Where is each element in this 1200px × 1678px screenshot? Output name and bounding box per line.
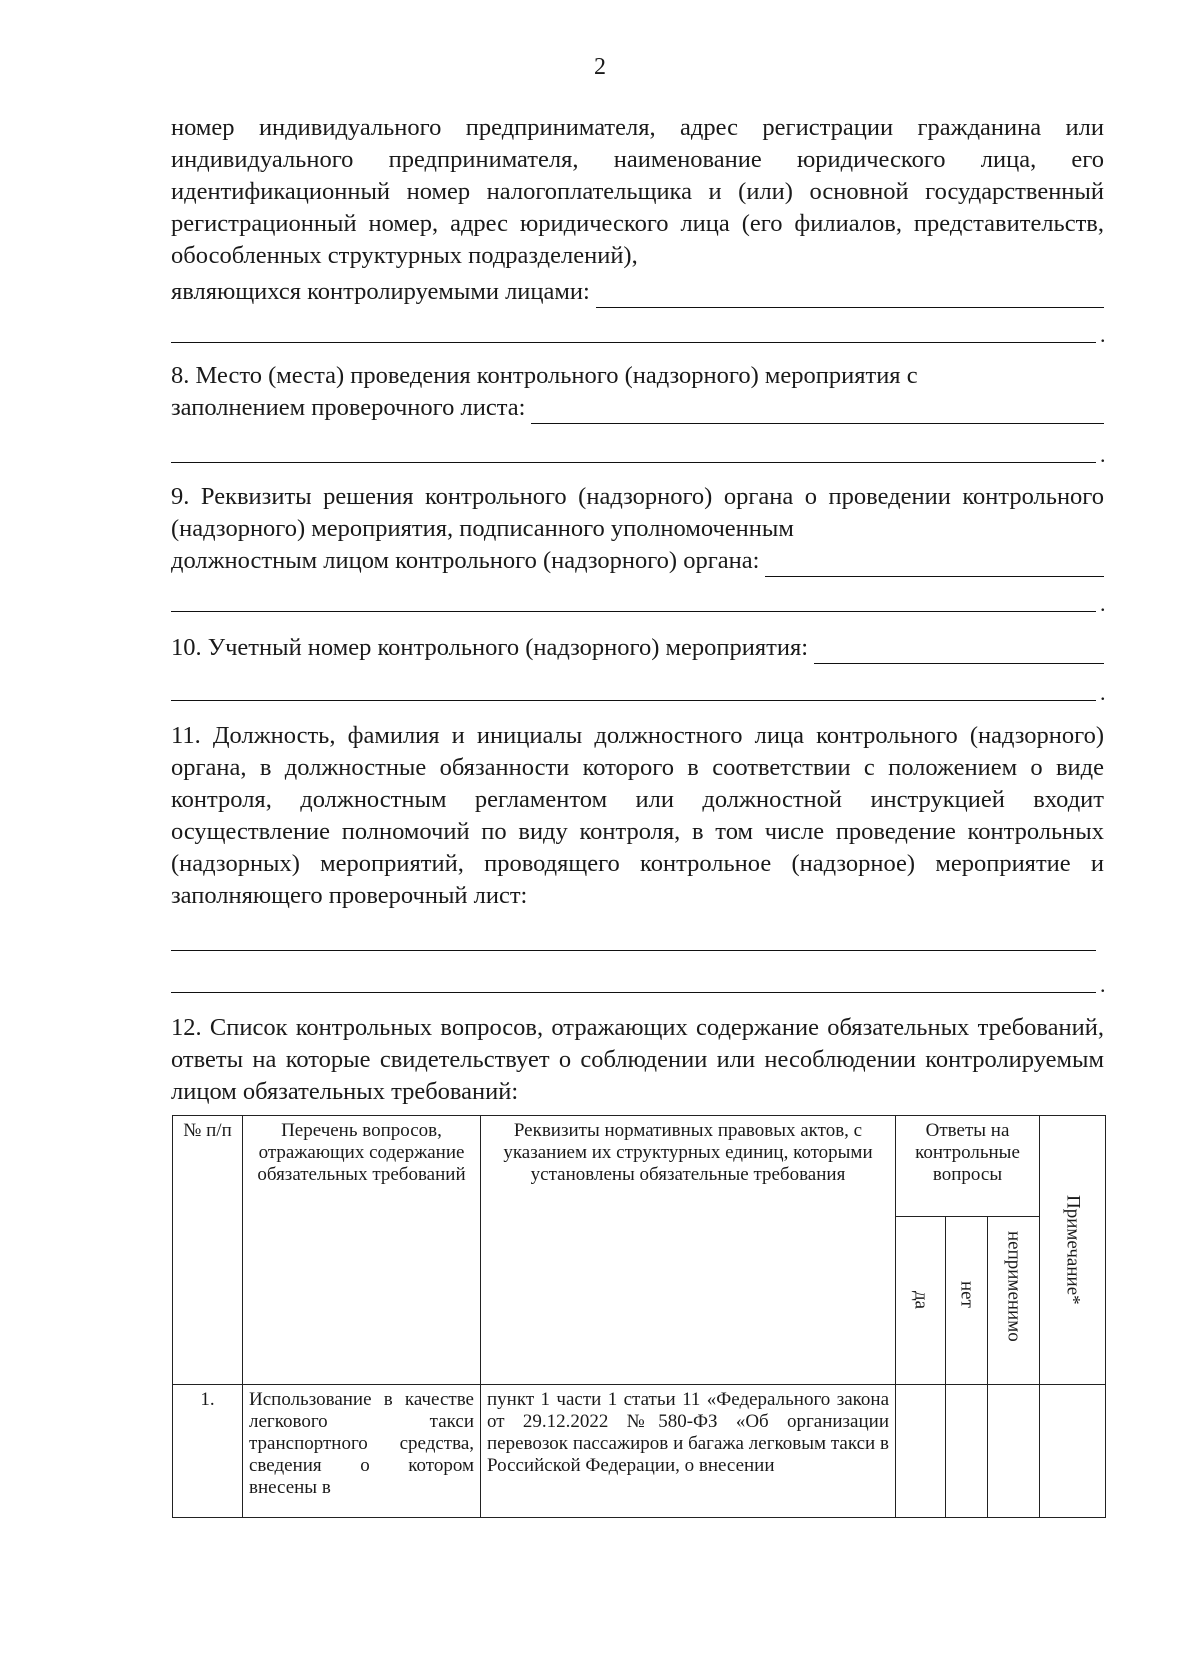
item9-fill-line[interactable] [765, 554, 1104, 577]
item8-first-line [171, 360, 1104, 392]
checklist-table [172, 1115, 1106, 1518]
item11-blank-line-2[interactable] [171, 992, 1096, 993]
item11-text: 11. Должность, фамилия и инициалы должностного лица контрольного (надзорного) органа, в должностные обязанности которого в соответствии с положением о виде контроля, должностным регламентом или должностной инструкцией входит осуществление полномочий по виду контроля, в том числе проведение контрольных (надзорных) мероприятий, проводящего контрольное (надзорное) мероприятие и заполняющего проверочный лист: [171, 722, 1104, 909]
item7-text: номер индивидуального предпринимателя, адрес регистрации гражданина или индивидуального предпринимателя, наименование юридического лица, его идентификационный номер налогоплательщика и (или) основной государственный регистрационный номер, адрес юридического лица (его филиалов, представительств, обособленных структурных подразделений), [171, 114, 1104, 269]
item8-fill-line[interactable] [531, 401, 1104, 424]
item10-blank-line[interactable] [171, 700, 1096, 701]
header-yes: да [910, 1291, 932, 1310]
row-answer-no[interactable] [946, 1385, 988, 1518]
item12-text: 12. Список контрольных вопросов, отражающих содержание обязательных требований, ответы на которые свидетельствует о соблюдении или несоблюдении контролируемым лицом обязательных требований: [171, 1014, 1104, 1105]
header-questions: Перечень вопросов, отражающих содержание обязательных требований [243, 1116, 481, 1385]
header-note: Примечание* [1062, 1195, 1084, 1305]
item10-fill-line[interactable] [814, 641, 1104, 664]
item9-line-end: . [1100, 591, 1106, 616]
item9-blank-line[interactable] [171, 611, 1096, 612]
header-na: неприменимо [1003, 1231, 1025, 1342]
item10-line [171, 632, 1104, 664]
row-act: пункт 1 части 1 статьи 11 «Федерального закона от 29.12.2022 №580-ФЗ «Об организации перевозок пассажиров и багажа легковым такси в Российской Федерации, о внесении [481, 1385, 896, 1518]
item7-line-end: . [1100, 322, 1106, 347]
item8-line-end: . [1100, 442, 1106, 467]
item8-last-line-text: заполнением проверочного листа: [171, 394, 526, 421]
header-acts: Реквизиты нормативных правовых актов, с указанием их структурных единиц, которыми установлены обязательные требования [481, 1116, 896, 1385]
item8-first-text: 8. Место (места) проведения контрольного (надзорного) мероприятия с [171, 362, 918, 389]
item9-last-line-text: должностным лицом контрольного (надзорного) органа: [171, 547, 760, 574]
item7-fill-line[interactable] [596, 285, 1104, 308]
row-answer-yes[interactable] [896, 1385, 946, 1518]
item11-blank-line-1[interactable] [171, 950, 1096, 951]
row-note[interactable] [1040, 1385, 1106, 1518]
table-header-row [173, 1116, 1106, 1217]
header-yes-cell [896, 1217, 946, 1385]
header-answers: Ответы на контрольные вопросы [896, 1116, 1040, 1217]
row-answer-na[interactable] [988, 1385, 1040, 1518]
item11-line-end: . [1100, 972, 1106, 997]
header-na-cell [988, 1217, 1040, 1385]
header-note-cell [1040, 1116, 1106, 1385]
header-no-cell [946, 1217, 988, 1385]
row-question: Использование в качестве легкового такси транспортного средства, сведения о котором внесены в [243, 1385, 481, 1518]
item10-line-end: . [1100, 680, 1106, 705]
item7-last-line [171, 276, 1104, 308]
item8-blank-line[interactable] [171, 462, 1096, 463]
item10-text: 10. Учетный номер контрольного (надзорного) мероприятия: [171, 634, 809, 661]
item7-blank-line[interactable] [171, 342, 1096, 343]
item9-last-line [171, 545, 1104, 577]
row-num: 1. [173, 1385, 243, 1518]
table-row [173, 1385, 1106, 1518]
item9-text: 9. Реквизиты решения контрольного (надзорного) органа о проведении контрольного (надзорного) мероприятия, подписанного уполномоченным [171, 483, 1104, 542]
item8-last-line [171, 392, 1104, 424]
page-number: 2 [594, 54, 606, 80]
item7-last-line-text: являющихся контролируемыми лицами: [171, 278, 590, 305]
header-num: № п/п [173, 1116, 243, 1385]
header-no: нет [956, 1281, 978, 1308]
